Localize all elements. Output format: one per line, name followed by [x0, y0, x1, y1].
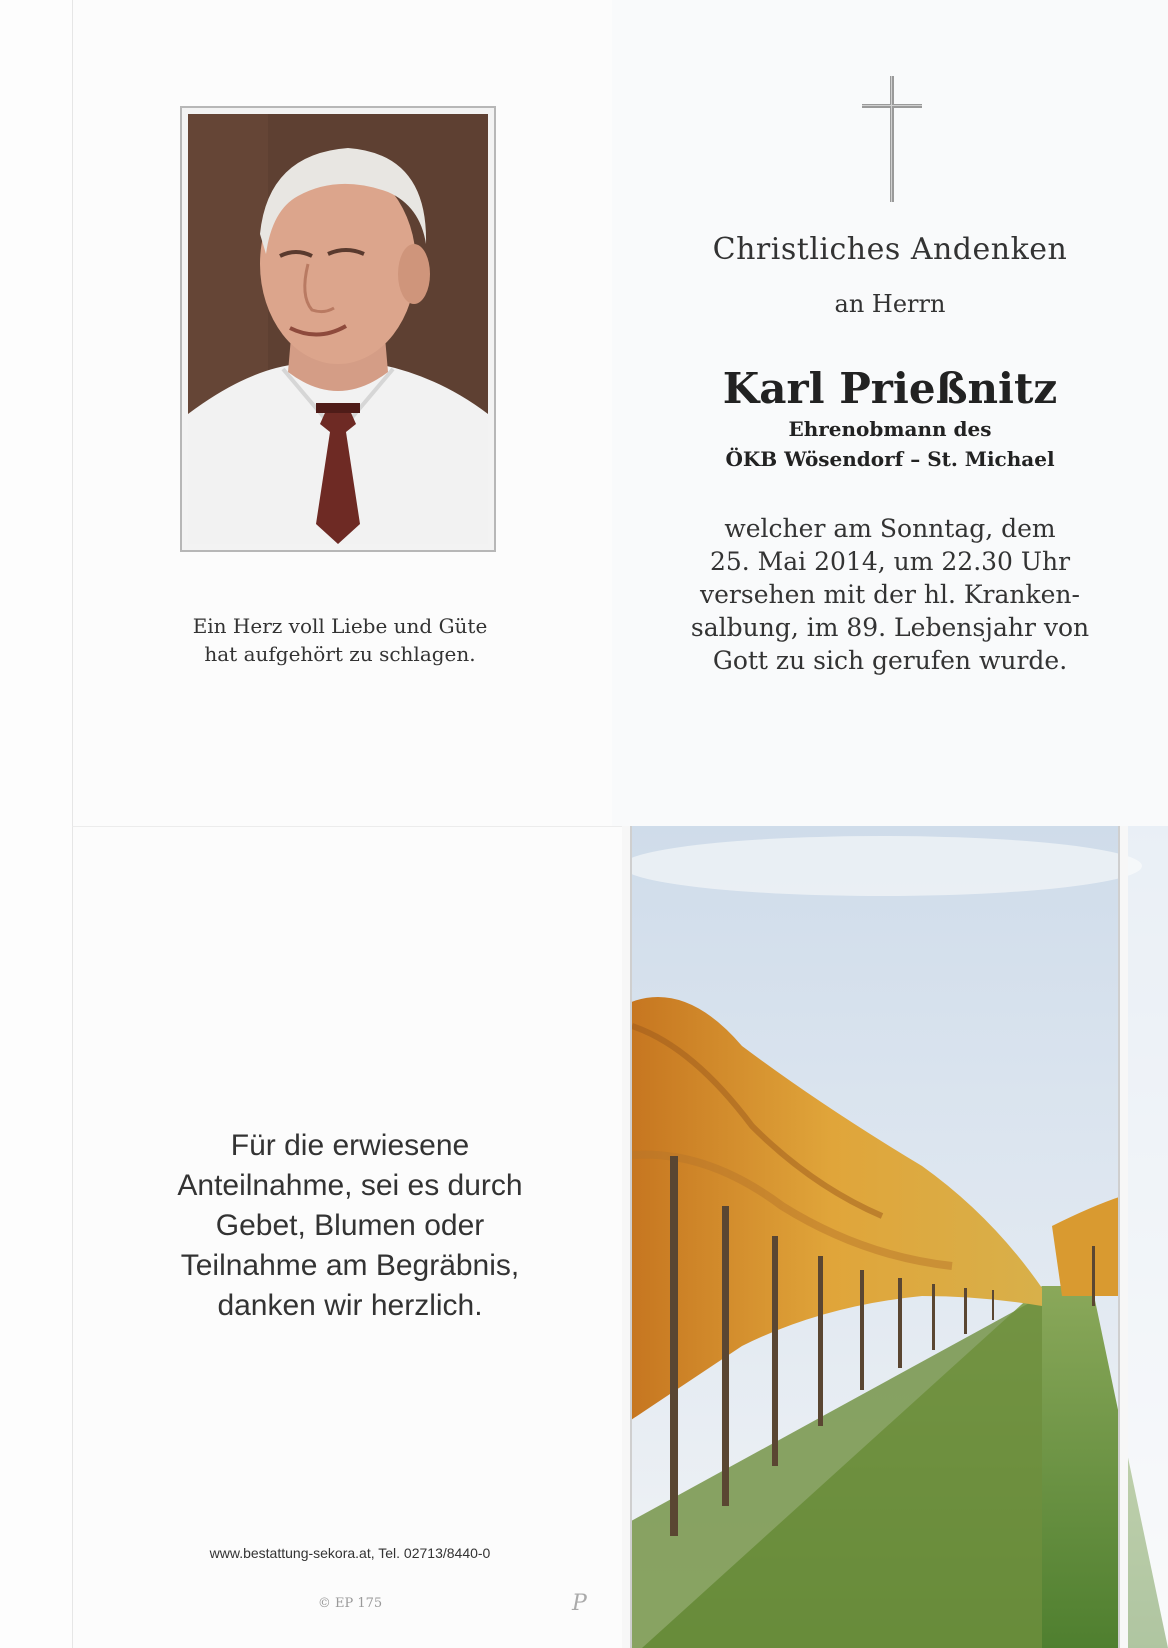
obituary-text	[664, 512, 1116, 677]
portrait-frame	[180, 106, 496, 552]
thanks-line: Für die erwiesene	[230, 1129, 470, 1162]
deceased-name: Karl Prießnitz	[722, 364, 1058, 413]
cross-icon	[862, 76, 922, 207]
vineyard-photo	[622, 826, 1168, 1648]
obituary-line: salbung, im 89. Lebensjahr von	[690, 613, 1090, 642]
svg-text:P: P	[572, 1591, 587, 1616]
obituary-line: 25. Mai 2014, um 22.30 Uhr	[709, 547, 1071, 576]
thanks-line: danken wir herzlich.	[217, 1289, 483, 1322]
memorial-quote-line: hat aufgehört zu schlagen.	[204, 642, 476, 666]
thanks-text	[140, 1126, 560, 1326]
thanks-line: Teilnahme am Begräbnis,	[180, 1249, 520, 1282]
thanks-line: Gebet, Blumen oder	[215, 1209, 485, 1242]
copyright-code: © EP 175	[317, 1596, 383, 1611]
thanks-line: Anteilnahme, sei es durch	[177, 1169, 523, 1202]
deceased-role	[680, 414, 1100, 474]
obituary-line: welcher am Sonntag, dem	[724, 514, 1056, 543]
portrait-photo	[188, 114, 488, 544]
memorial-salutation: an Herrn	[834, 290, 946, 318]
vineyard-picture-panel	[622, 826, 1168, 1648]
obituary-line: versehen mit der hl. Kranken-	[700, 580, 1080, 609]
printer-mark-icon	[570, 1588, 594, 1621]
portrait-illustration	[188, 114, 488, 544]
obituary-line: Gott zu sich gerufen wurde.	[712, 646, 1068, 675]
memorial-quote-line: Ein Herz voll Liebe und Güte	[192, 614, 488, 638]
memorial-quote	[152, 612, 528, 668]
deceased-role-line: Ehrenobmann des	[788, 417, 992, 441]
funeral-home-contact: www.bestattung-sekora.at, Tel. 02713/8440-0	[209, 1545, 491, 1561]
deceased-role-line: ÖKB Wösendorf – St. Michael	[725, 447, 1055, 471]
memorial-heading: Christliches Andenken	[712, 232, 1068, 267]
